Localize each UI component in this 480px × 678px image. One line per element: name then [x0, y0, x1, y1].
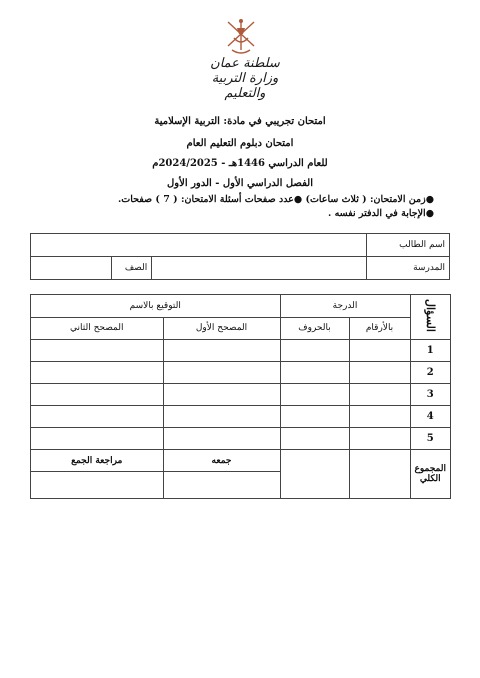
student-name-label: اسم الطالب	[366, 234, 449, 257]
grades-table	[30, 294, 451, 499]
signature-header: التوقيع بالاسم	[31, 295, 281, 318]
second-corrector-cell[interactable]	[31, 406, 164, 428]
grade-numbers-cell[interactable]	[349, 406, 410, 428]
first-corrector-header: المصحح الأول	[163, 317, 280, 340]
first-corrector-cell[interactable]	[163, 384, 280, 406]
exam-year: للعام الدراسي 1446هـ - 2024/2025م	[152, 158, 328, 169]
student-name-field[interactable]	[31, 234, 367, 257]
grade-header: الدرجة	[280, 295, 410, 318]
total-numbers-cell[interactable]	[349, 450, 410, 499]
total-letters-cell[interactable]	[280, 450, 349, 499]
in-numbers-header: بالأرقام	[349, 317, 410, 340]
ministry-logo-text: سلطنة عمان وزارة التربية والتعليم	[210, 56, 280, 101]
total-label: المجموع الكلي	[410, 450, 450, 499]
second-corrector-cell[interactable]	[31, 428, 164, 450]
exam-diploma: امتحان دبلوم التعليم العام	[186, 138, 294, 149]
question-number: 3	[410, 384, 450, 406]
grade-numbers-cell[interactable]	[349, 362, 410, 384]
first-corrector-cell[interactable]	[163, 340, 280, 362]
instruction-line-2: ●الإجابة في الدفتر نفسه .	[327, 208, 434, 219]
instruction-line-1: ●زمن الامتحان: ( ثلاث ساعات) ●عدد صفحات أسئلة الامتحان: ( 7 ) صفحات.	[117, 194, 434, 205]
second-corrector-header: المصحح الثاني	[31, 317, 164, 340]
grade-letters-cell[interactable]	[280, 384, 349, 406]
grade-numbers-cell[interactable]	[349, 340, 410, 362]
first-corrector-cell[interactable]	[163, 428, 280, 450]
grade-letters-cell[interactable]	[280, 428, 349, 450]
table-row	[31, 384, 451, 406]
reviewed-by-label: مراجعة الجمع	[31, 450, 164, 472]
school-field[interactable]	[152, 257, 367, 280]
compiled-by-label: جمعه	[163, 450, 280, 472]
table-row	[31, 428, 451, 450]
second-corrector-cell[interactable]	[31, 384, 164, 406]
student-info-table	[30, 233, 450, 280]
question-number: 2	[410, 362, 450, 384]
exam-semester: الفصل الدراسي الأول - الدور الأول	[167, 178, 313, 189]
class-field[interactable]	[31, 257, 112, 280]
class-label: الصف	[112, 257, 152, 280]
reviewed-by-cell[interactable]	[31, 472, 164, 499]
in-letters-header: بالحروف	[280, 317, 349, 340]
second-corrector-cell[interactable]	[31, 340, 164, 362]
second-corrector-cell[interactable]	[31, 362, 164, 384]
grade-letters-cell[interactable]	[280, 406, 349, 428]
table-row	[31, 406, 451, 428]
first-corrector-cell[interactable]	[163, 406, 280, 428]
grade-numbers-cell[interactable]	[349, 428, 410, 450]
first-corrector-cell[interactable]	[163, 362, 280, 384]
grade-letters-cell[interactable]	[280, 362, 349, 384]
compiled-by-cell[interactable]	[163, 472, 280, 499]
school-label: المدرسة	[366, 257, 449, 280]
question-number: 5	[410, 428, 450, 450]
question-header: السؤال	[410, 295, 450, 340]
table-row	[31, 362, 451, 384]
grade-letters-cell[interactable]	[280, 340, 349, 362]
question-number: 4	[410, 406, 450, 428]
exam-title: امتحان تجريبي في مادة: التربية الإسلامية	[154, 116, 326, 127]
question-number: 1	[410, 340, 450, 362]
table-row	[31, 340, 451, 362]
grade-numbers-cell[interactable]	[349, 384, 410, 406]
